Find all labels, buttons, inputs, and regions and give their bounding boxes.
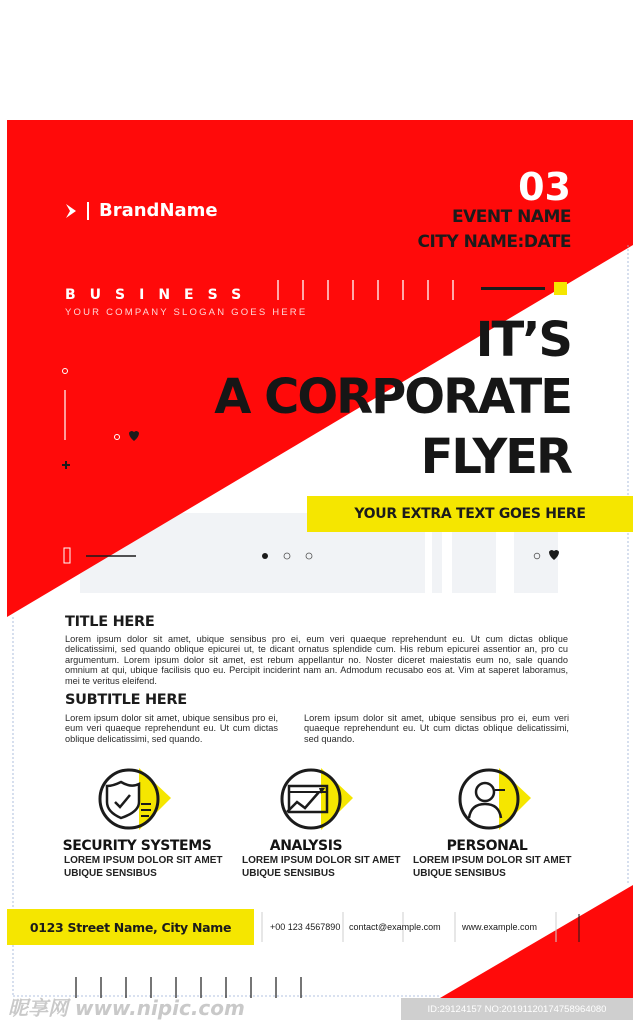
content-column-2: Lorem ipsum dolor sit amet, ubique sensibus pro ei, eum veri quaeque reprehendunt eu. Ut cum dictas oblique delicatissimi, sed quando. — [304, 713, 569, 744]
feature-title: ANALYSIS — [269, 838, 343, 854]
event-city-date: CITY NAME:DATE — [417, 232, 571, 252]
analysis-chart-icon — [277, 768, 357, 830]
content-title: TITLE HERE — [65, 614, 155, 630]
feature-line-2: UBIQUE SENSIBUS — [242, 868, 335, 879]
brand-logo — [65, 200, 218, 221]
business-title: BUSINESS — [65, 287, 256, 303]
feature-title: SECURITY SYSTEMS — [62, 838, 212, 854]
brand-divider — [87, 202, 89, 220]
feature-security — [42, 838, 232, 880]
content-column-1: Lorem ipsum dolor sit amet, ubique sensibus pro ei, eum veri quaeque reprehendunt eu. Ut cum dictas oblique delicatissimi, sed quando. — [65, 713, 278, 744]
feature-line-1: LOREM IPSUM DOLOR SIT AMET — [413, 855, 572, 866]
company-slogan: YOUR COMPANY SLOGAN GOES HERE — [65, 307, 308, 318]
content-subtitle: SUBTITLE HERE — [65, 692, 187, 708]
street-address: 0123 Street Name, City Name — [29, 919, 232, 935]
feature-line-2: UBIQUE SENSIBUS — [413, 868, 506, 879]
feature-personal — [392, 838, 582, 880]
headline-line-1: IT’S — [475, 312, 571, 368]
event-number: 03 — [518, 165, 571, 209]
address-banner — [7, 909, 254, 945]
website-url: www.example.com — [462, 922, 538, 932]
brand-name: BrandName — [99, 200, 218, 221]
dot-active — [262, 553, 268, 559]
feature-line-1: LOREM IPSUM DOLOR SIT AMET — [64, 855, 223, 866]
feature-line-2: UBIQUE SENSIBUS — [64, 868, 157, 879]
headline-line-3: FLYER — [420, 429, 571, 485]
accent-dash — [481, 287, 545, 290]
content-paragraph: Lorem ipsum dolor sit amet, ubique sensibus pro ei, eum veri quaeque reprehendunt eu. Ut cum dictas oblique delicatissimi, sed quando oblique epicurei ut, te dicant ornatus splendide cum. His rebum epicurei assentior an, pro cu argumentum. Lorem ipsum dolor sit amet, est rebum appellantur no. Noster diceret maiestatis eum no, sale quando omnium at qui, ubique facilisis quo eu. Percipit inciderint nam an. Admodum recusabo eos at. Vim at saperet laboramus, mei te veritus eleifend. — [65, 634, 568, 686]
accent-square — [554, 282, 567, 295]
watermark-id: ID:29124157 NO:20191120174758964080 — [401, 998, 633, 1020]
email-address: contact@example.com — [349, 922, 441, 932]
event-name: EVENT NAME — [451, 207, 571, 227]
red-corner-triangle — [440, 885, 633, 998]
watermark-logo: 昵享网 www.nipic.com — [8, 996, 245, 1020]
feature-analysis — [211, 838, 401, 880]
feature-title: PERSONAL — [446, 838, 528, 854]
extra-text-banner — [307, 496, 633, 532]
shield-check-icon — [95, 768, 175, 830]
phone-number: +00 123 4567890 — [270, 922, 341, 932]
headline-line-2: A CORPORATE — [214, 369, 571, 425]
extra-text: YOUR EXTRA TEXT GOES HERE — [354, 506, 586, 522]
person-icon — [455, 768, 535, 830]
feature-line-1: LOREM IPSUM DOLOR SIT AMET — [242, 855, 401, 866]
chevron-right-icon — [65, 204, 77, 218]
